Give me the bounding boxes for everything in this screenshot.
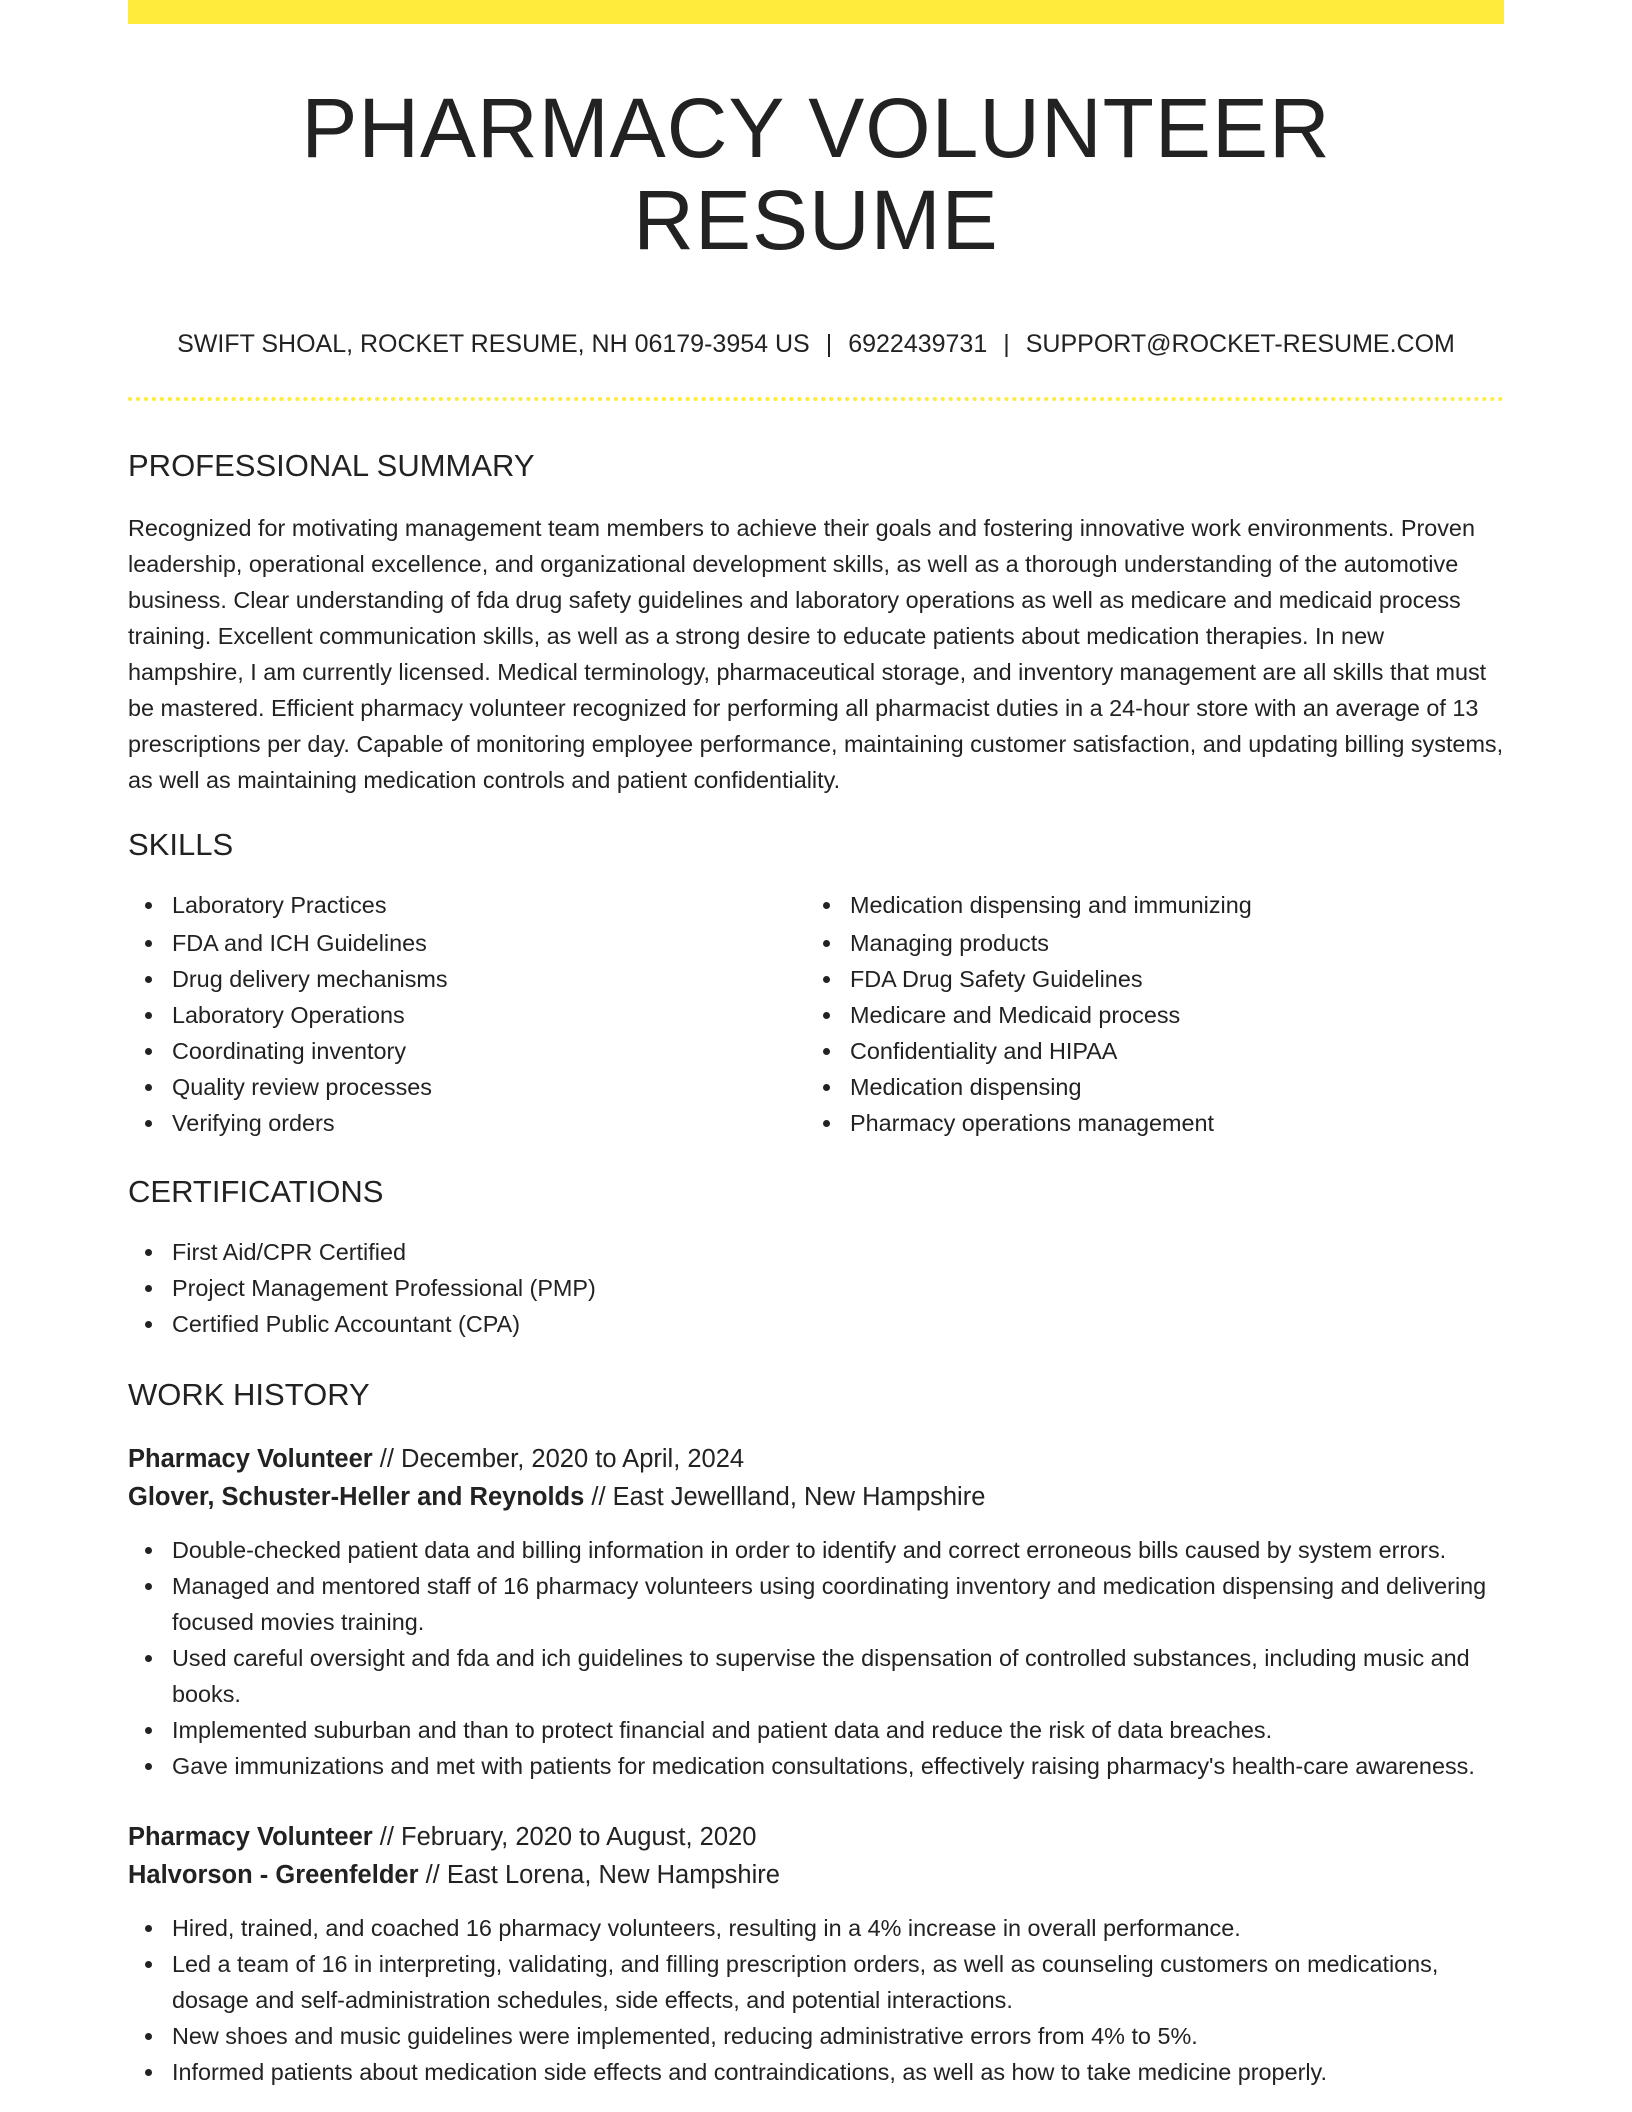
job-location: // East Jewellland, New Hampshire (584, 1482, 986, 1511)
certification-item: First Aid/CPR Certified (172, 1234, 1504, 1270)
certification-item: Project Management Professional (PMP) (172, 1270, 1504, 1306)
skill-item: FDA Drug Safety Guidelines (850, 961, 1484, 997)
job-bullet: Gave immunizations and met with patients for medication consultations, effectively raising pharmacy's health-care awareness. (172, 1748, 1504, 1784)
job-entry (128, 1818, 1504, 2090)
job-bullet: Informed patients about medication side effects and contraindications, as well as how to take medicine properly. (172, 2054, 1504, 2090)
summary-heading: PROFESSIONAL SUMMARY (128, 447, 535, 483)
job-bullet: New shoes and music guidelines were implemented, reducing administrative errors from 4% to 5%. (172, 2018, 1504, 2054)
certifications-list (128, 1234, 1504, 1342)
skill-item: Quality review processes (172, 1069, 806, 1105)
job-bullet: Managed and mentored staff of 16 pharmacy volunteers using coordinating inventory and medication dispensing and delivering focused movies training. (172, 1568, 1504, 1640)
job-bullet: Implemented suburban and than to protect financial and patient data and reduce the risk of data breaches. (172, 1712, 1504, 1748)
skill-item: Laboratory Operations (172, 997, 806, 1033)
contact-address: SWIFT SHOAL, ROCKET RESUME, NH 06179-3954 US (177, 329, 810, 358)
skill-item: Managing products (850, 925, 1484, 961)
skill-item: Laboratory Practices (172, 887, 806, 923)
job-dates: // February, 2020 to August, 2020 (372, 1822, 757, 1851)
job-bullet: Hired, trained, and coached 16 pharmacy volunteers, resulting in a 4% increase in overall performance. (172, 1910, 1504, 1946)
job-company: Halvorson - Greenfelder (128, 1860, 419, 1889)
skills-list-right (806, 887, 1484, 1141)
resume-page (128, 0, 1504, 2090)
skill-item: Medicare and Medicaid process (850, 997, 1484, 1033)
job-company-line (128, 1856, 1504, 1894)
job-bullets (128, 1910, 1504, 2090)
skills-heading: SKILLS (128, 826, 234, 862)
skill-item: Coordinating inventory (172, 1033, 806, 1069)
job-bullet: Led a team of 16 in interpreting, validating, and filling prescription orders, as well as counseling customers on medications, dosage and self-administration schedules, side effects, and potential interactions. (172, 1946, 1504, 2018)
resume-title: PHARMACY VOLUNTEER RESUME (301, 81, 1331, 268)
job-company-line (128, 1478, 1504, 1516)
job-company: Glover, Schuster-Heller and Reynolds (128, 1482, 585, 1511)
contact-line (128, 329, 1504, 359)
contact-phone: 6922439731 (848, 329, 988, 358)
skill-item: Pharmacy operations management (850, 1105, 1484, 1141)
contact-separator: | (825, 329, 833, 358)
job-entry (128, 1440, 1504, 1784)
job-title-line (128, 1440, 1504, 1478)
work-history-heading: WORK HISTORY (128, 1377, 370, 1413)
certification-item: Certified Public Accountant (CPA) (172, 1306, 1504, 1342)
skill-item: Confidentiality and HIPAA (850, 1033, 1484, 1069)
summary-text: Recognized for motivating management team members to achieve their goals and fostering innovative work environments. Proven leadership, operational excellence, and organizational development skills, as well as a thorough understanding of the automotive business. Clear understanding of fda drug safety guidelines and laboratory operations as well as medicare and medicaid process training. Excellent communication skills, as well as a strong desire to educate patients about medication therapies. In new hampshire, I am currently licensed. Medical terminology, pharmaceutical storage, and inventory management are all skills that must be mastered. Efficient pharmacy volunteer recognized for performing all pharmacist duties in a 24-hour store with an average of 13 prescriptions per day. Capable of monitoring employee performance, maintaining customer satisfaction, and updating billing systems, as well as maintaining medication controls and patient confidentiality. (128, 514, 1504, 793)
skill-item: Verifying orders (172, 1105, 806, 1141)
dotted-divider (128, 397, 1504, 401)
work-history-list (128, 1440, 1504, 2090)
skill-item: Medication dispensing (850, 1069, 1484, 1105)
skills-grid (128, 887, 1504, 1141)
skill-item: FDA and ICH Guidelines (172, 925, 806, 961)
job-bullets (128, 1532, 1504, 1784)
job-title: Pharmacy Volunteer (128, 1822, 373, 1851)
contact-separator: | (1003, 329, 1010, 358)
job-location: // East Lorena, New Hampshire (418, 1860, 780, 1889)
job-title: Pharmacy Volunteer (128, 1444, 373, 1473)
contact-email[interactable]: SUPPORT@ROCKET-RESUME.COM (1025, 329, 1455, 358)
skill-item: Drug delivery mechanisms (172, 961, 806, 997)
skills-column-left (128, 887, 806, 1141)
skills-column-right (806, 887, 1484, 1141)
accent-bar (128, 0, 1504, 24)
job-title-line (128, 1818, 1504, 1856)
skill-item: Medication dispensing and immunizing (850, 887, 1484, 923)
certifications-heading: CERTIFICATIONS (128, 1174, 384, 1210)
skills-list-left (128, 887, 806, 1141)
job-bullet: Used careful oversight and fda and ich guidelines to supervise the dispensation of controlled substances, including music and books. (172, 1640, 1504, 1712)
job-dates: // December, 2020 to April, 2024 (372, 1444, 745, 1473)
job-bullet: Double-checked patient data and billing information in order to identify and correct erroneous bills caused by system errors. (172, 1532, 1504, 1568)
